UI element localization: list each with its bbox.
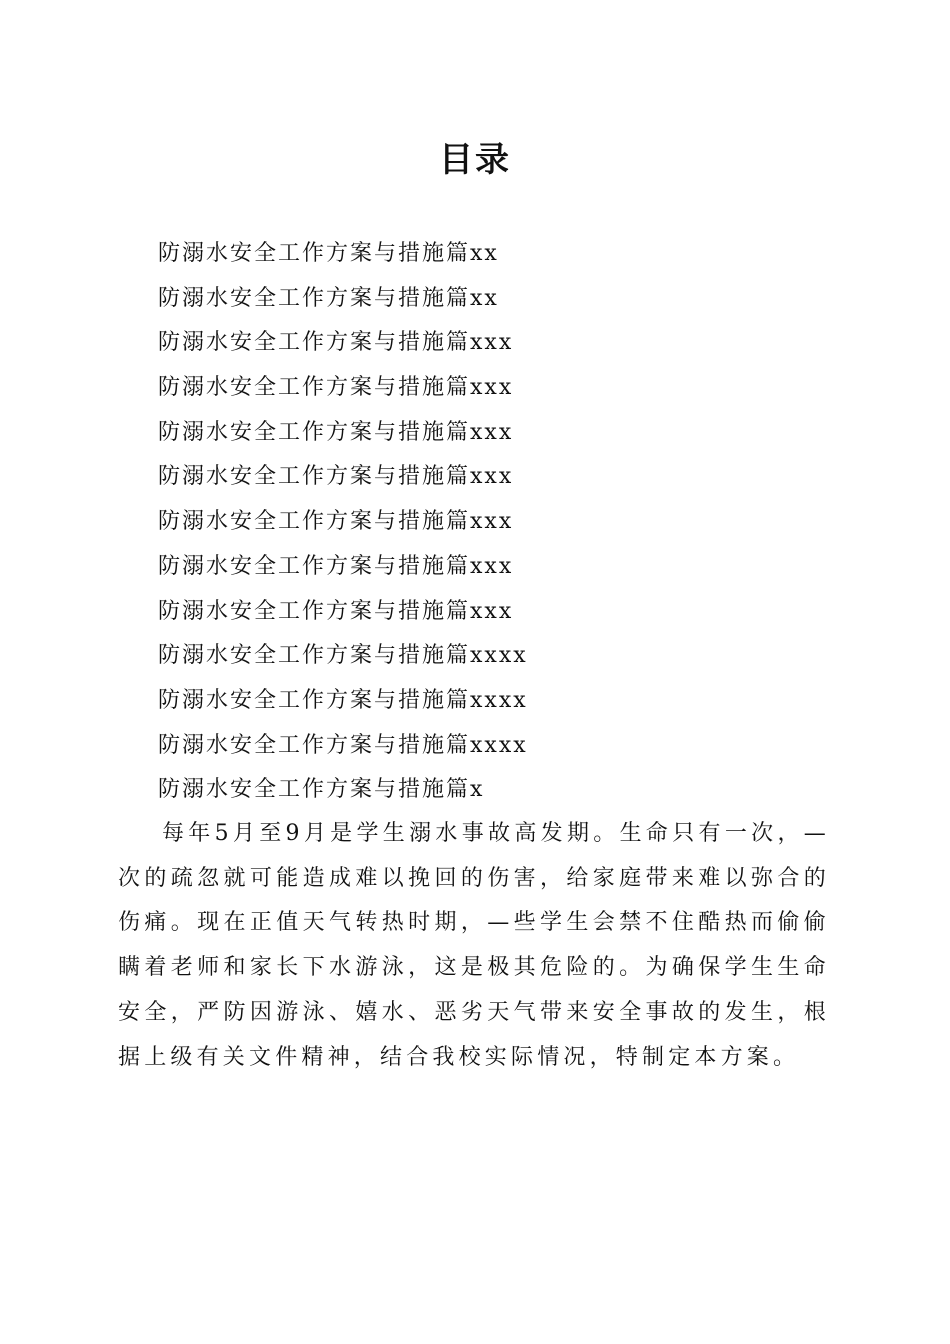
toc-item[interactable]: 防溺水安全工作方案与措施篇xxx <box>158 375 514 401</box>
toc-item[interactable]: 防溺水安全工作方案与措施篇xxxx <box>158 732 528 758</box>
toc-item[interactable]: 防溺水安全工作方案与措施篇xxx <box>158 419 514 445</box>
toc-item[interactable]: 防溺水安全工作方案与措施篇xxx <box>158 598 514 624</box>
toc-item[interactable]: 防溺水安全工作方案与措施篇xxx <box>158 464 514 490</box>
toc-item[interactable]: 防溺水安全工作方案与措施篇xx <box>158 241 499 266</box>
toc-item[interactable]: 防溺水安全工作方案与措施篇xxxx <box>158 643 528 669</box>
toc-item[interactable]: 防溺水安全工作方案与措施篇xxxx <box>158 687 528 713</box>
intro-paragraph: 每年5月至9月是学生溺水事故高发期。生命只有一次，—次的疏忽就可能造成难以挽回的伤害，给家庭带来难以弥合的伤痛。现在正值天气转热时期，—些学生会禁不住酷热而偷偷瞒着老师和家长下水游泳，这是极其危险的。为确保学生生命安全，严防因游泳、嬉水、恶劣天气带来安全事故的发生，根据上级有关文件精神，结合我校实际情况，特制定本方案。 <box>118 821 830 1070</box>
toc-item[interactable]: 防溺水安全工作方案与措施篇x <box>158 777 485 803</box>
toc-item[interactable]: 防溺水安全工作方案与措施篇xx <box>158 285 499 311</box>
page-title: 目录 <box>439 140 511 180</box>
toc-item[interactable]: 防溺水安全工作方案与措施篇xxx <box>158 330 514 356</box>
toc-item[interactable]: 防溺水安全工作方案与措施篇xxx <box>158 509 514 535</box>
toc-item[interactable]: 防溺水安全工作方案与措施篇xxx <box>158 553 514 579</box>
table-of-contents <box>158 232 858 813</box>
